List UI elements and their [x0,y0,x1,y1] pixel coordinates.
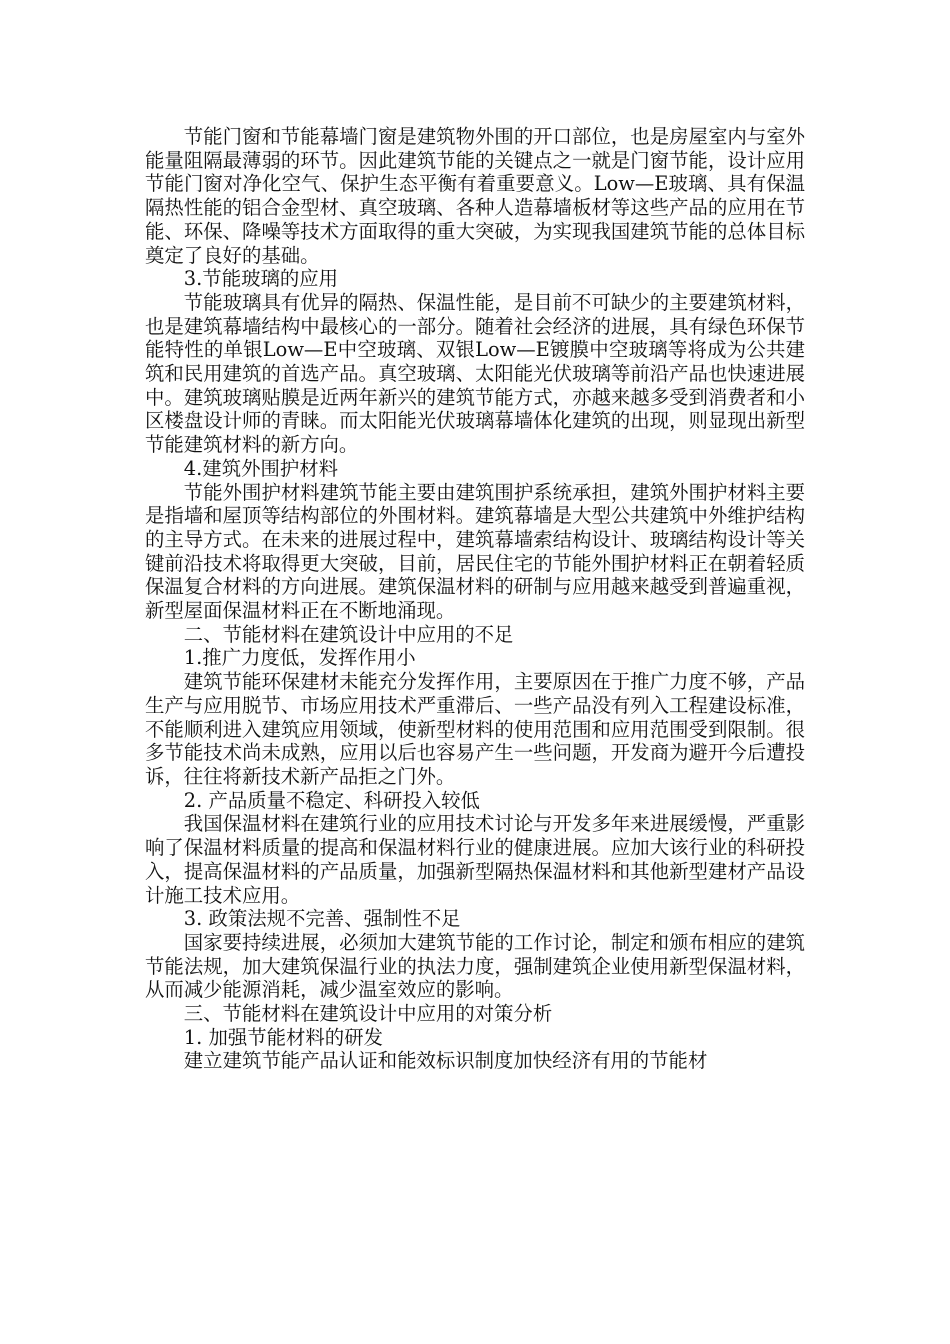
heading-countermeasures: 三、节能材料在建筑设计中应用的对策分析 [183,1002,553,1026]
paragraph-low-promotion: 建筑节能环保建材未能充分发挥作用，主要原因在于推广力度不够，产品生产与应用脱节、市场应用技术严重滞后、一些产品没有列入工程建设标准，不能顺利进入建筑应用领域，使新型材料的使用范围和应用范围受到限制。很多节能技术尚未成熟，应用以后也容易产生一些问题，开发商为避开今后遭投诉，往往将新技术新产品拒之门外。 [145,670,805,788]
document-body [145,125,805,1073]
paragraph-quality-research: 我国保温材料在建筑行业的应用技术讨论与开发多年来进展缓慢，严重影响了保温材料质量的提高和保温材料行业的健康进展。应加大该行业的科研投入，提高保温材料的产品质量，加强新型隔热保温材料和其他新型建材产品设计施工技术应用。 [145,812,805,907]
heading-low-promotion: 1.推广力度低，发挥作用小 [183,646,416,670]
heading-energy-glass: 3.节能玻璃的应用 [183,267,339,291]
heading-strengthen-rd: 1. 加强节能材料的研发 [183,1025,383,1049]
heading-quality-research: 2. 产品质量不稳定、科研投入较低 [183,788,480,812]
paragraph-doors-windows: 节能门窗和节能幕墙门窗是建筑物外围的开口部位，也是房屋室内与室外能量阻隔最薄弱的环节。因此建筑节能的关键点之一就是门窗节能，设计应用节能门窗对净化空气、保护生态平衡有着重要意义。Low—E玻璃、具有保温隔热性能的铝合金型材、真空玻璃、各种人造幕墙板材等这些产品的应用在节能、环保、降噪等技术方面取得的重大突破，为实现我国建筑节能的总体目标奠定了良好的基础。 [145,125,805,267]
paragraph-strengthen-rd: 建立建筑节能产品认证和能效标识制度加快经济有用的节能材 [183,1049,708,1073]
heading-envelope-materials: 4.建筑外围护材料 [183,456,339,480]
heading-policy: 3. 政策法规不完善、强制性不足 [183,907,461,931]
paragraph-policy: 国家要持续进展，必须加大建筑节能的工作讨论，制定和颁布相应的建筑节能法规，加大建筑保温行业的执法力度，强制建筑企业使用新型保温材料，从而减少能源消耗，减少温室效应的影响。 [145,930,805,1002]
paragraph-energy-glass: 节能玻璃具有优异的隔热、保温性能，是目前不可缺少的主要建筑材料，也是建筑幕墙结构中最核心的一部分。随着社会经济的进展，具有绿色环保节能特性的单银Low—E中空玻璃、双银Low—E镀膜中空玻璃等将成为公共建筑和民用建筑的首选产品。真空玻璃、太阳能光伏玻璃等前沿产品也快速进展中。建筑玻璃贴膜是近两年新兴的建筑节能方式，亦越来越多受到消费者和小区楼盘设计师的青睐。而太阳能光伏玻璃幕墙体化建筑的出现，则显现出新型节能建筑材料的新方向。 [145,290,805,457]
heading-shortcomings: 二、节能材料在建筑设计中应用的不足 [183,622,514,646]
paragraph-envelope-materials: 节能外围护材料建筑节能主要由建筑围护系统承担，建筑外围护材料主要是指墙和屋顶等结构部位的外围材料。建筑幕墙是大型公共建筑中外维护结构的主导方式。在未来的进展过程中，建筑幕墙索结构设计、玻璃结构设计等关键前沿技术将取得更大突破，目前，居民住宅的节能外围护材料正在朝着轻质保温复合材料的方向进展。建筑保温材料的研制与应用越来越受到普遍重视，新型屋面保温材料正在不断地涌现。 [145,480,805,623]
